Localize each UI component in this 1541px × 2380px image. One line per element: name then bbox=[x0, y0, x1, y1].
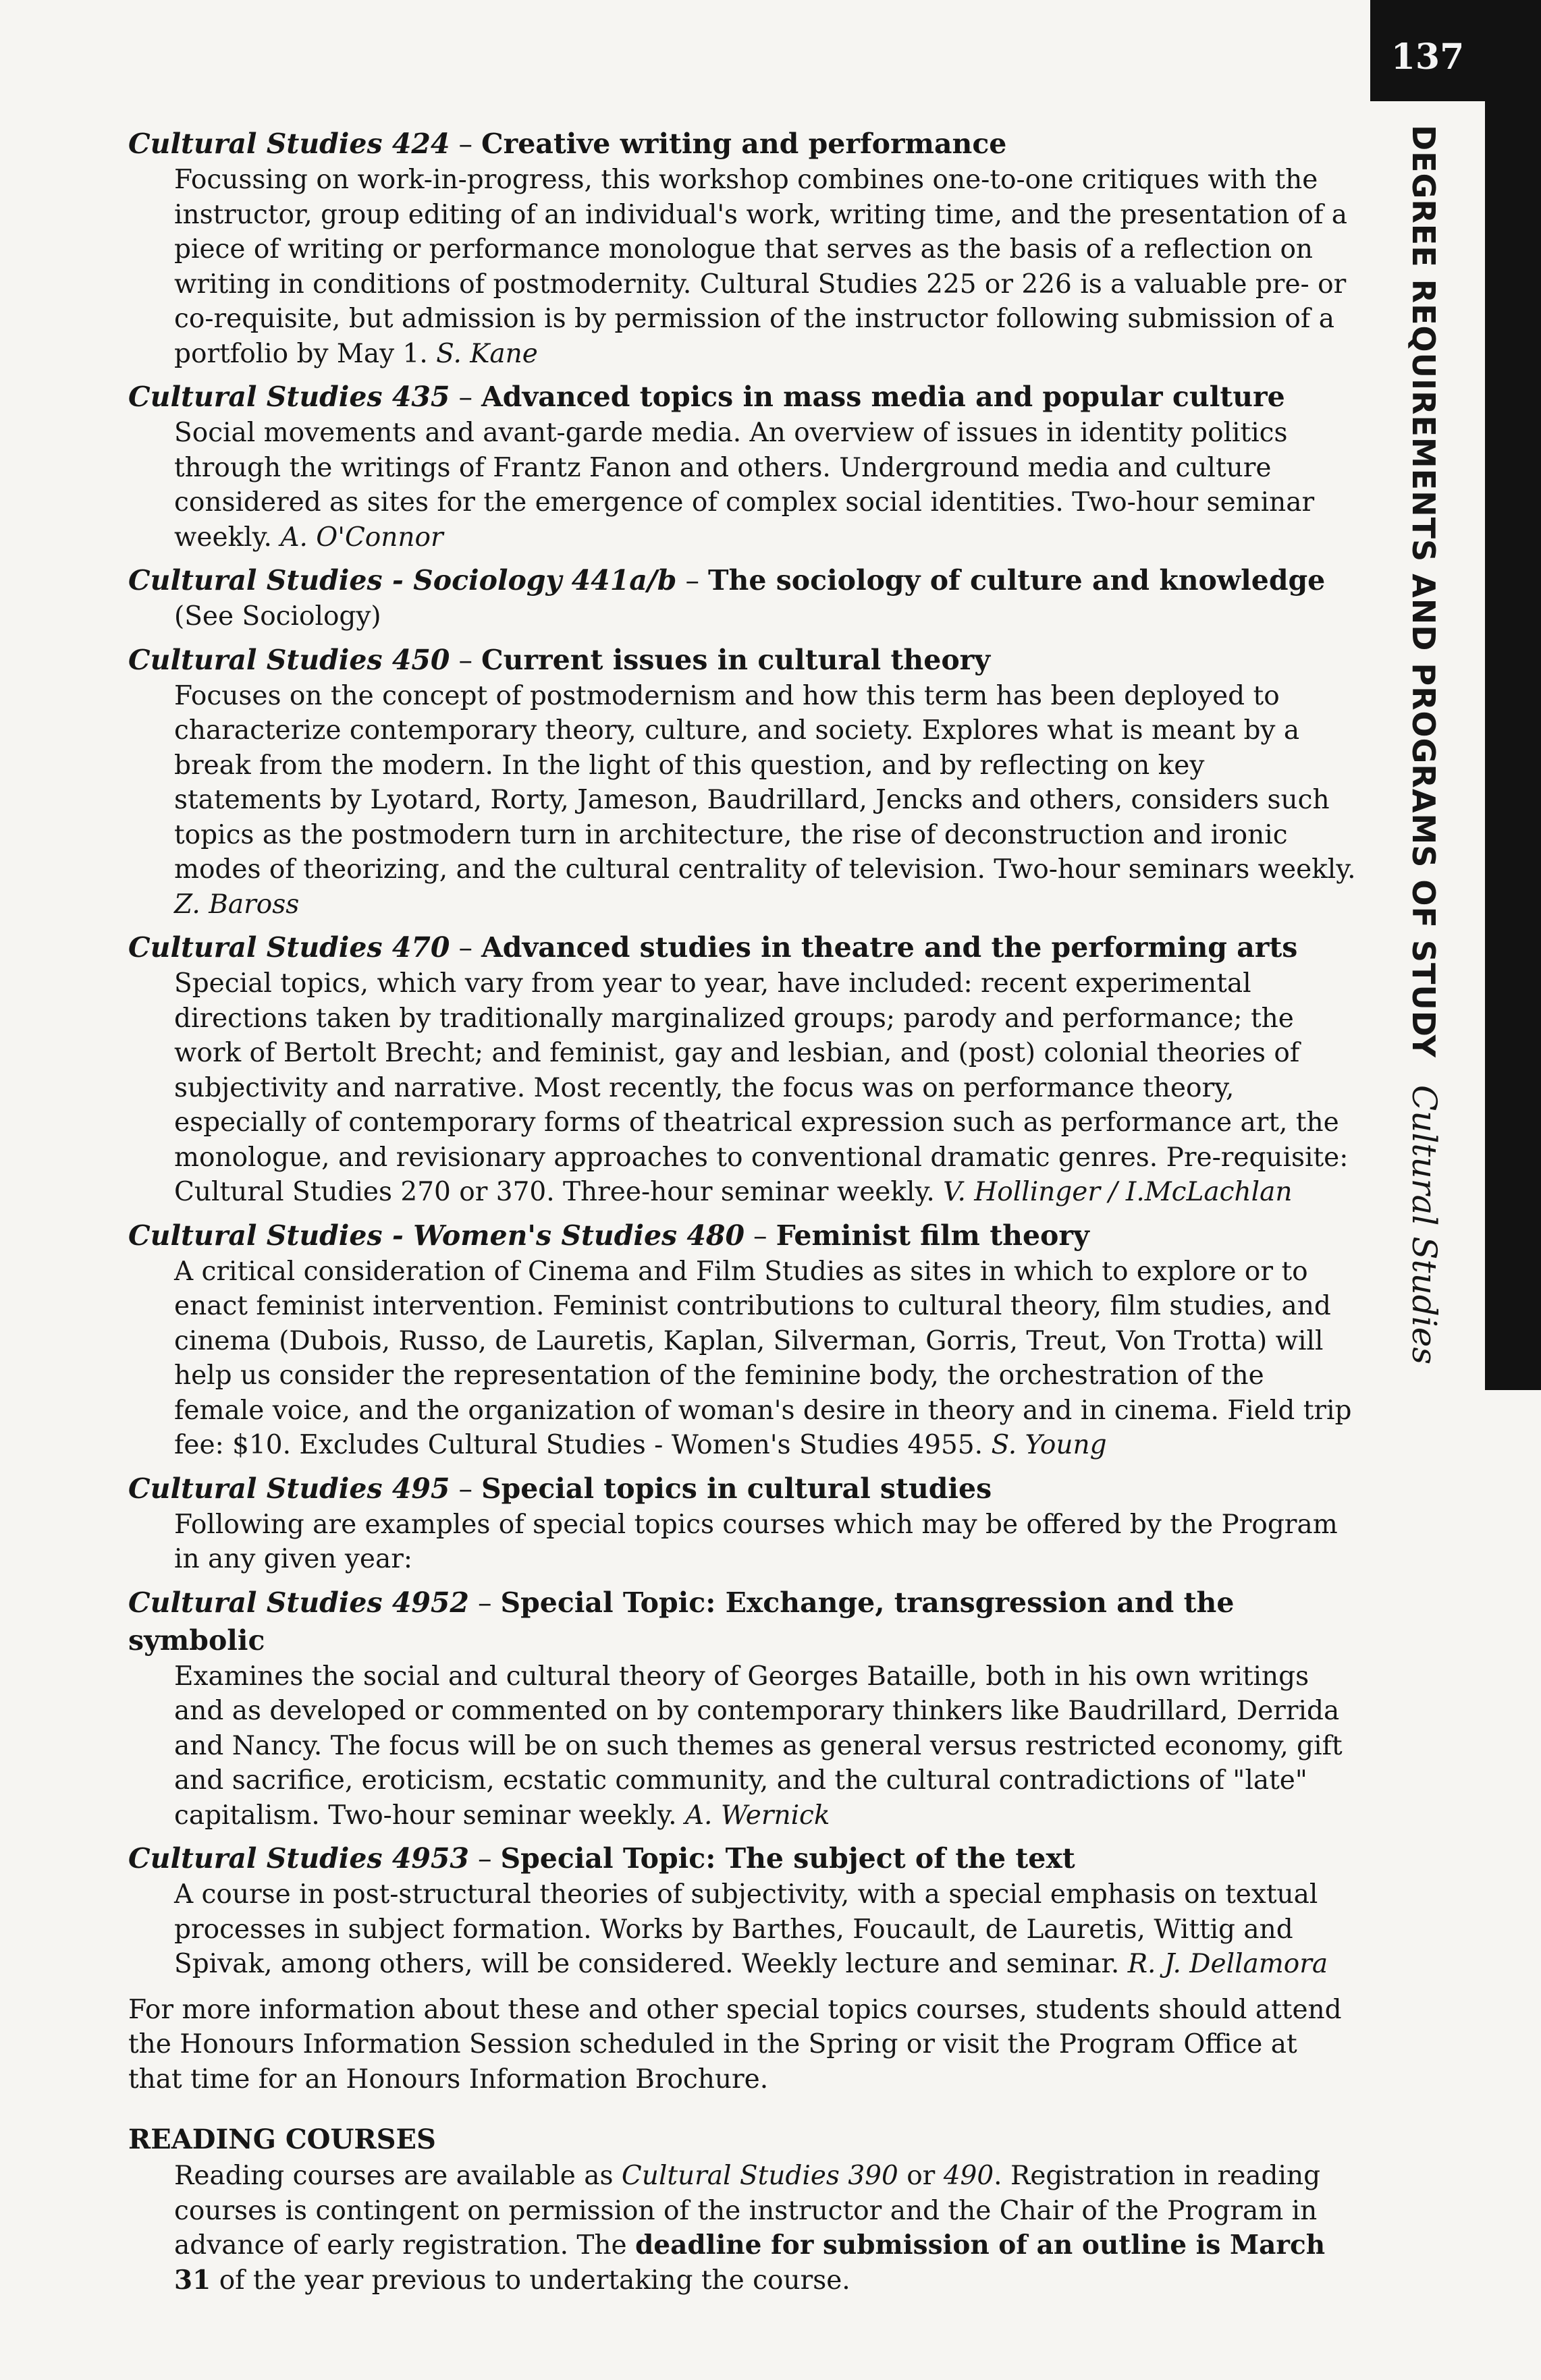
reading-courses-or: or bbox=[907, 2161, 936, 2191]
course-description-text: Focussing on work-in-progress, this workshop combines one-to-one critiques with the instructor, group editing of an individual's work, writing time, and the presentation of a piece of writing or performance monologue that serves as the basis of a reflection on writing in conditions of postmodernity. Cultural Studies 225 or 226 is a valuable pre- or co-requisite, but admission is by permission of the instructor following submission of a portfolio by May 1. bbox=[174, 165, 1348, 369]
course-instructor: A. O'Connor bbox=[280, 522, 443, 553]
course-entry bbox=[128, 641, 1357, 922]
course-title: Advanced studies in theatre and the performing arts bbox=[481, 931, 1298, 964]
course-code: Cultural Studies 424 bbox=[128, 128, 450, 160]
course-entry bbox=[128, 1584, 1357, 1833]
course-description bbox=[174, 1254, 1357, 1463]
course-instructor: V. Hollinger / I.McLachlan bbox=[943, 1177, 1293, 1207]
reading-course-code: 490 bbox=[943, 2161, 994, 2191]
course-heading: Cultural Studies 450 – Current issues in cultural theory bbox=[128, 643, 991, 676]
course-heading: Cultural Studies 4953 – Special Topic: The subject of the text bbox=[128, 1842, 1075, 1875]
course-description-text: Social movements and avant-garde media. An overview of issues in identity politics through the writings of Frantz Fanon and others. Underground media and culture considered as sites for the emergence of complex social identities. Two-hour seminar weekly. bbox=[174, 418, 1315, 553]
course-heading: Cultural Studies 435 – Advanced topics in mass media and popular culture bbox=[128, 381, 1285, 413]
course-code: Cultural Studies 4952 bbox=[128, 1586, 469, 1619]
page-number: 137 bbox=[1390, 36, 1465, 78]
course-title: Current issues in cultural theory bbox=[481, 643, 991, 676]
course-heading: Cultural Studies 4952 – Special Topic: Exchange, transgression and the symbolic bbox=[128, 1586, 1235, 1657]
side-tab-heading: DEGREE REQUIREMENTS AND PROGRAMS OF STUDY bbox=[1405, 125, 1442, 1058]
course-description bbox=[174, 599, 1357, 634]
course-description-text: A critical consideration of Cinema and Film Studies as sites in which to explore or to enact feminist intervention. Feminist contributions to cultural theory, film studies, and cinema (Dubois, Russo, de Lauretis, Kaplan, Silverman, Gorris, Treut, Von Trotta) will help us consider the representation of the feminine body, the orchestration of the female voice, and the organization of woman's desire in theory and in cinema. Field trip fee: $10. Excludes Cultural Studies - Women's Studies 4955. bbox=[174, 1256, 1352, 1460]
course-instructor: S. Young bbox=[991, 1430, 1107, 1460]
main-column bbox=[128, 125, 1357, 2298]
course-code: Cultural Studies 435 bbox=[128, 381, 450, 413]
course-code: Cultural Studies - Women's Studies 480 bbox=[128, 1219, 745, 1252]
reading-courses-end: of the year previous to undertaking the course. bbox=[219, 2265, 850, 2296]
course-title: The sociology of culture and knowledge bbox=[708, 564, 1326, 597]
course-code: Cultural Studies - Sociology 441a/b bbox=[128, 564, 677, 597]
course-heading: Cultural Studies 424 – Creative writing and performance bbox=[128, 128, 1007, 160]
course-instructor: Z. Baross bbox=[174, 889, 300, 920]
course-heading: Cultural Studies 470 – Advanced studies in theatre and the performing arts bbox=[128, 931, 1298, 964]
course-description-text: Examines the social and cultural theory of Georges Bataille, both in his own writings and as developed or commented on by contemporary thinkers like Baudrillard, Derrida and Nancy. The focus will be on such themes as general versus restricted economy, gift and sacrifice, eroticism, ecstatic community, and the cultural contradictions of "late" capitalism. Two-hour seminar weekly. bbox=[174, 1661, 1343, 1831]
course-entry bbox=[128, 378, 1357, 555]
course-title: Special Topic: The subject of the text bbox=[500, 1842, 1075, 1875]
course-title: Advanced topics in mass media and popular culture bbox=[481, 381, 1285, 413]
course-entry bbox=[128, 929, 1357, 1210]
reading-course-code: Cultural Studies 390 bbox=[621, 2161, 898, 2191]
course-description bbox=[174, 163, 1357, 371]
course-code: Cultural Studies 450 bbox=[128, 643, 450, 676]
course-description bbox=[174, 966, 1357, 1210]
course-heading: Cultural Studies - Women's Studies 480 – Feminist film theory bbox=[128, 1219, 1089, 1252]
course-code: Cultural Studies 495 bbox=[128, 1472, 450, 1505]
course-description-text: (See Sociology) bbox=[174, 601, 381, 632]
course-title: Special topics in cultural studies bbox=[481, 1472, 992, 1505]
side-tab-title bbox=[1370, 125, 1485, 1365]
course-instructor: S. Kane bbox=[436, 338, 538, 369]
course-description-text: Focuses on the concept of postmodernism and how this term has been deployed to characterize contemporary theory, culture, and society. Explores what is meant by a break from the modern. In the light of this question, and by reflecting on key statements by Lyotard, Rorty, Jameson, Baudrillard, Jencks and others, considers such topics as the postmodern turn in architecture, the rise of deconstruction and ironic modes of theorizing, and the cultural centrality of television. Two-hour seminars weekly. bbox=[174, 680, 1356, 885]
reading-courses-middle: . Registration in reading courses is contingent on permission of the instructor and the Chair of the Program in advance of early registration. The bbox=[174, 2161, 1321, 2261]
reading-courses-heading: READING COURSES bbox=[128, 2124, 436, 2155]
course-entry bbox=[128, 561, 1357, 634]
course-entry bbox=[128, 125, 1357, 371]
course-entry bbox=[128, 1839, 1357, 1982]
course-heading: Cultural Studies 495 – Special topics in cultural studies bbox=[128, 1472, 992, 1505]
course-title: Special Topic: Exchange, transgression and the symbolic bbox=[128, 1586, 1235, 1657]
course-description-text: Following are examples of special topics courses which may be offered by the Program in any given year: bbox=[174, 1509, 1338, 1574]
course-instructor: R. J. Dellamora bbox=[1127, 1949, 1328, 1979]
reading-courses-intro: Reading courses are available as bbox=[174, 2161, 614, 2191]
course-description bbox=[174, 1507, 1357, 1577]
course-code: Cultural Studies 4953 bbox=[128, 1842, 469, 1875]
course-description-text: Special topics, which vary from year to year, have included: recent experimental directions taken by traditionally marginalized groups; parody and performance; the work of Bertolt Brecht; and feminist, gay and lesbian, and (post) colonial theories of subjectivity and narrative. Most recently, the focus was on performance theory, especially of contemporary forms of theatrical expression such as performance art, the monologue, and revisionary approaches to conventional dramatic genres. Pre-requisite: Cultural Studies 270 or 370. Three-hour seminar weekly. bbox=[174, 968, 1349, 1207]
course-description-text: A course in post-structural theories of subjectivity, with a special emphasis on textual processes in subject formation. Works by Barthes, Foucault, de Lauretis, Wittig and Spivak, among others, will be considered. Weekly lecture and seminar. bbox=[174, 1879, 1318, 1979]
course-description bbox=[174, 416, 1357, 555]
course-code: Cultural Studies 470 bbox=[128, 931, 450, 964]
reading-courses-deadline: deadline for submission of an outline is March 31 bbox=[174, 2230, 1326, 2296]
side-tab-subheading: Cultural Studies bbox=[1405, 1084, 1444, 1365]
special-topics-note: For more information about these and other special topics courses, students should attend the Honours Information Session scheduled in the Spring or visit the Program Office at that time for an Honours Information Brochure. bbox=[128, 1994, 1342, 2095]
course-heading: Cultural Studies - Sociology 441a/b – The sociology of culture and knowledge bbox=[128, 564, 1326, 597]
course-description bbox=[174, 679, 1357, 922]
course-title: Creative writing and performance bbox=[481, 128, 1007, 160]
course-description bbox=[174, 1659, 1357, 1833]
reading-courses-text bbox=[174, 2159, 1357, 2298]
course-entry bbox=[128, 1217, 1357, 1463]
course-entry bbox=[128, 1470, 1357, 1577]
course-instructor: A. Wernick bbox=[684, 1800, 830, 1831]
course-title: Feminist film theory bbox=[776, 1219, 1089, 1252]
course-description bbox=[174, 1877, 1357, 1982]
